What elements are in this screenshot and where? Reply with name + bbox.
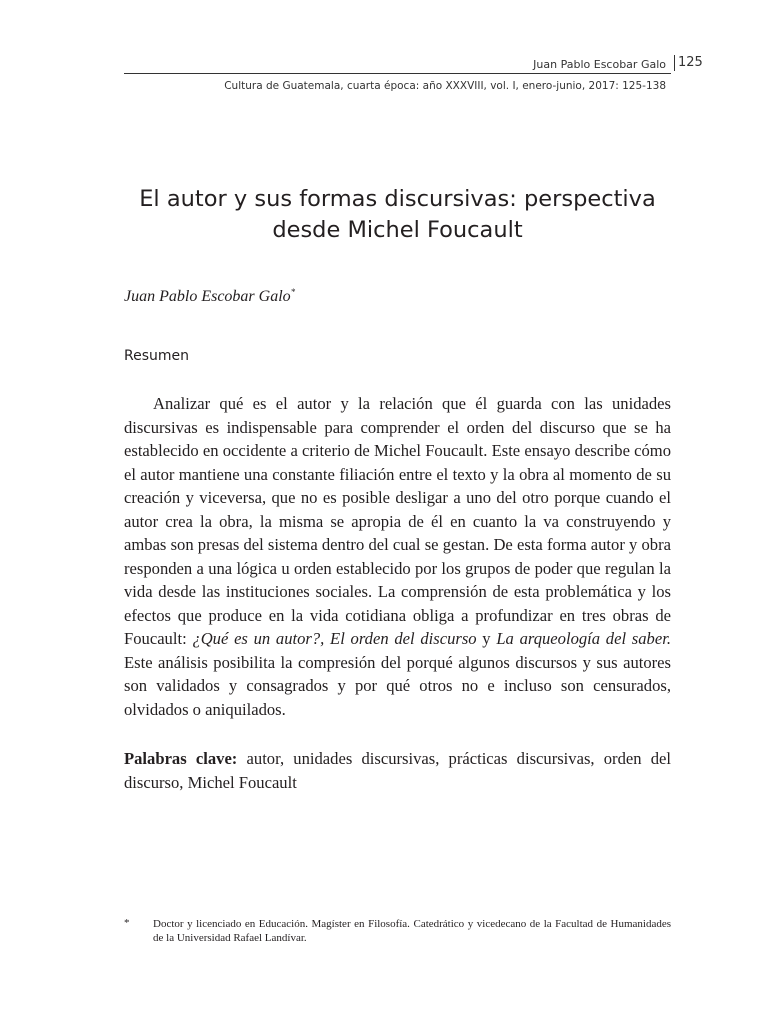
abstract-text-2: y bbox=[476, 629, 497, 648]
article-title-line-2: desde Michel Foucault bbox=[272, 217, 523, 243]
journal-citation-line: Cultura de Guatemala, cuarta época: año XXXVIII, vol. I, enero-junio, 2017: 125-138 bbox=[224, 80, 666, 92]
abstract-work-title-1: ¿Qué es un autor?, El orden del discurso bbox=[192, 629, 477, 648]
abstract-work-title-2: La arqueología del saber. bbox=[496, 629, 671, 648]
article-title bbox=[124, 184, 671, 246]
keywords-label: Palabras clave: bbox=[124, 749, 238, 768]
footnote-marker: * bbox=[124, 917, 130, 929]
keywords-paragraph bbox=[124, 747, 671, 794]
author-name: Juan Pablo Escobar Galo bbox=[124, 288, 291, 305]
keywords-text: autor, unidades discursivas, prácticas discursivas, orden del discurso, Michel Foucault bbox=[124, 749, 671, 792]
running-header-author: Juan Pablo Escobar Galo bbox=[533, 58, 666, 71]
footnote-text: Doctor y licenciado en Educación. Magíster en Filosofía. Catedrático y vicedecano de la Facultad de Humanidades de la Universidad Rafael Landívar. bbox=[153, 918, 671, 944]
article-author bbox=[124, 287, 295, 306]
abstract-paragraph bbox=[124, 392, 671, 721]
author-footnote-marker: * bbox=[290, 287, 296, 297]
article-title-line-1: El autor y sus formas discursivas: perspectiva bbox=[139, 186, 656, 212]
header-divider bbox=[124, 73, 671, 74]
abstract-text-1: Analizar qué es el autor y la relación que él guarda con las unidades discursivas es indispensable para comprender el orden del discurso que se ha establecido en occidente a criterio de Michel Foucault. Este ensayo describe cómo el autor mantiene una constante filiación entre el texto y la obra al momento de su creación y viceversa, que no es posible desligar a uno del otro porque cuando el autor crea la obra, la misma se apropia de él en cuanto la va construyendo y ambas son presas del sistema dentro del cual se gestan. De esta forma autor y obra responden a una lógica u orden establecido por los grupos de poder que regulan la vida desde las instituciones sociales. La comprensión de esta problemática y los efectos que produce en la vida cotidiana obliga a profundizar en tres obras de Foucault: bbox=[124, 394, 671, 648]
abstract-heading: Resumen bbox=[124, 348, 190, 364]
abstract-text-3: Este análisis posibilita la compresión del porqué algunos discursos y sus autores son validados y consagrados y por qué otros no e incluso son censurados, olvidados o aniquilados. bbox=[124, 652, 671, 719]
page-number: 125 bbox=[674, 55, 703, 71]
